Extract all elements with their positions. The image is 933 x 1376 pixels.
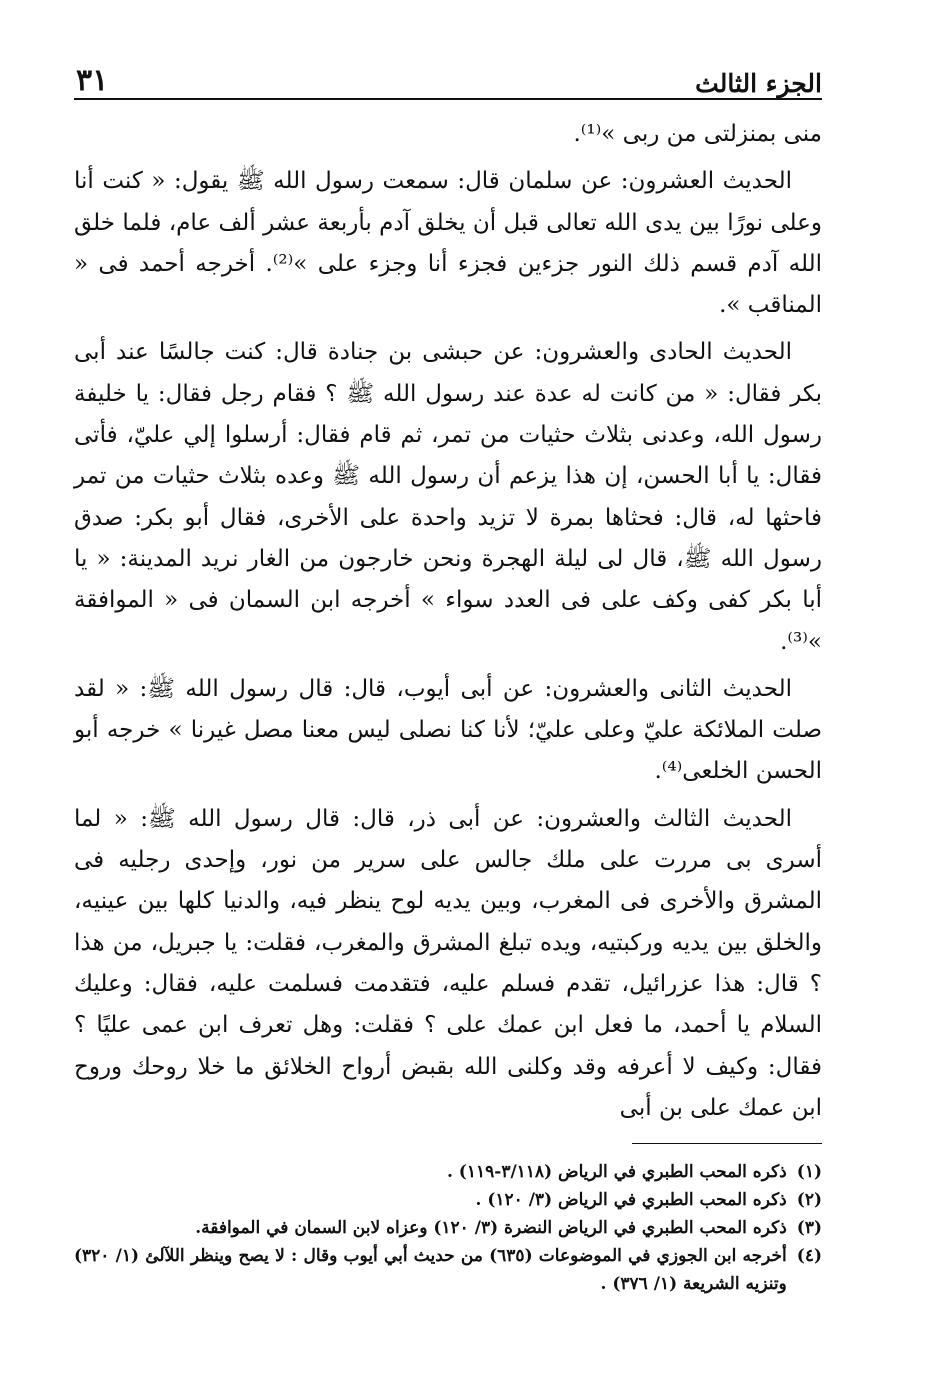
footnote-2: [74, 1186, 822, 1214]
chapter-title: الجزء الثالث: [695, 69, 822, 98]
footnote-text: ذكره المحب الطبري في الرياض النضرة (٣/ ١٢٠) وعزاه لابن السمان في الموافقة.: [195, 1218, 787, 1239]
page-number: ٣١: [76, 63, 109, 98]
running-header: [74, 52, 822, 100]
footnote-1: [74, 1158, 822, 1186]
paragraph-hadith-22: الحديث الثانى والعشرون: عن أبى أيوب، قال: قال رسول الله ﷺ: « لقد صلت الملائكة عليّ وعلى عليّ؛ لأنا كنا نصلى ليس معنا مصل غيرنا » خرجه أبو الحسن الخلعى⁽⁴⁾.: [74, 675, 822, 785]
footnote-number: (٣): [796, 1218, 822, 1239]
paragraph-continuation: منى بمنزلتى من ربى »⁽¹⁾.: [573, 121, 822, 147]
footnote-divider: [632, 1143, 822, 1144]
footnote-text: ذكره المحب الطبري في الرياض (٣/ ١٢٠) .: [475, 1190, 787, 1211]
paragraph-hadith-20: الحديث العشرون: عن سلمان قال: سمعت رسول الله ﷺ يقول: « كنت أنا وعلى نورًا بين يدى الله تعالى قبل أن يخلق آدم بأربعة عشر ألف عام، فلما خلق الله آدم قسم ذلك النور جزءين فجزء أنا وجزء على »⁽²⁾. أخرجه أحمد فى « المناقب ».: [74, 168, 822, 319]
book-page: [74, 52, 822, 1298]
main-text: [74, 114, 822, 1129]
footnote-3: [74, 1214, 822, 1242]
footnote-number: (١): [796, 1162, 822, 1183]
footnote-4: [74, 1242, 822, 1298]
footnote-text: ذكره المحب الطبري في الرياض (٣/١١٨-١١٩) .: [446, 1162, 787, 1183]
paragraph-hadith-23: الحديث الثالث والعشرون: عن أبى ذر، قال: قال رسول الله ﷺ: « لما أسرى بى مررت على ملك جالس على سرير من نور، وإحدى رجليه فى المشرق والأخرى فى المغرب، وبين يديه لوح ينظر فيه، والدنيا كلها بين عينيه، والخلق بين يديه وركبتيه، ويده تبلغ المشرق والمغرب، فقلت: يا جبريل، من هذا ؟ قال: هذا عزرائيل، تقدم فسلم عليه، فتقدمت فسلمت عليه، فقال: وعليك السلام يا أحمد، ما فعل ابن عمك على ؟ فقلت: وهل تعرف ابن عمى عليًا ؟ فقال: وكيف لا أعرفه وقد وكلنى الله بقبض أرواح الخلائق ما خلا روحك وروح ابن عمك على بن أبى: [74, 805, 822, 1121]
footnote-number: (٤): [796, 1246, 822, 1267]
footnote-number: (٢): [796, 1190, 822, 1211]
paragraph-hadith-21: الحديث الحادى والعشرون: عن حبشى بن جنادة قال: كنت جالسًا عند أبى بكر فقال: « من كانت له عدة عند رسول الله ﷺ ؟ فقام رجل فقال: يا خليفة رسول الله، وعدنى بثلاث حثيات من تمر، ثم قام فقال: أرسلوا إلي عليّ، فأتى فقال: يا أبا الحسن، إن هذا يزعم أن رسول الله ﷺ وعده بثلاث حثيات من تمر فاحثها له، قال: فحثاها بمرة لا تزيد واحدة على الأخرى، فقال أبو بكر: صدق رسول الله ﷺ، قال لى ليلة الهجرة ونحن خارجون من الغار نريد المدينة: « يا أبا بكر كفى وكف على فى العدد سواء » أخرجه ابن السمان فى « الموافقة »⁽³⁾.: [74, 339, 822, 655]
footnote-text: أخرجه ابن الجوزي في الموضوعات (٦٣٥) من حديث أبي أيوب وقال : لا يصح وينظر اللآلئ (١/ ٣٢٠) وتنزيه الشريعة (١/ ٣٧٦) .: [74, 1246, 787, 1295]
footnotes: [74, 1158, 822, 1298]
